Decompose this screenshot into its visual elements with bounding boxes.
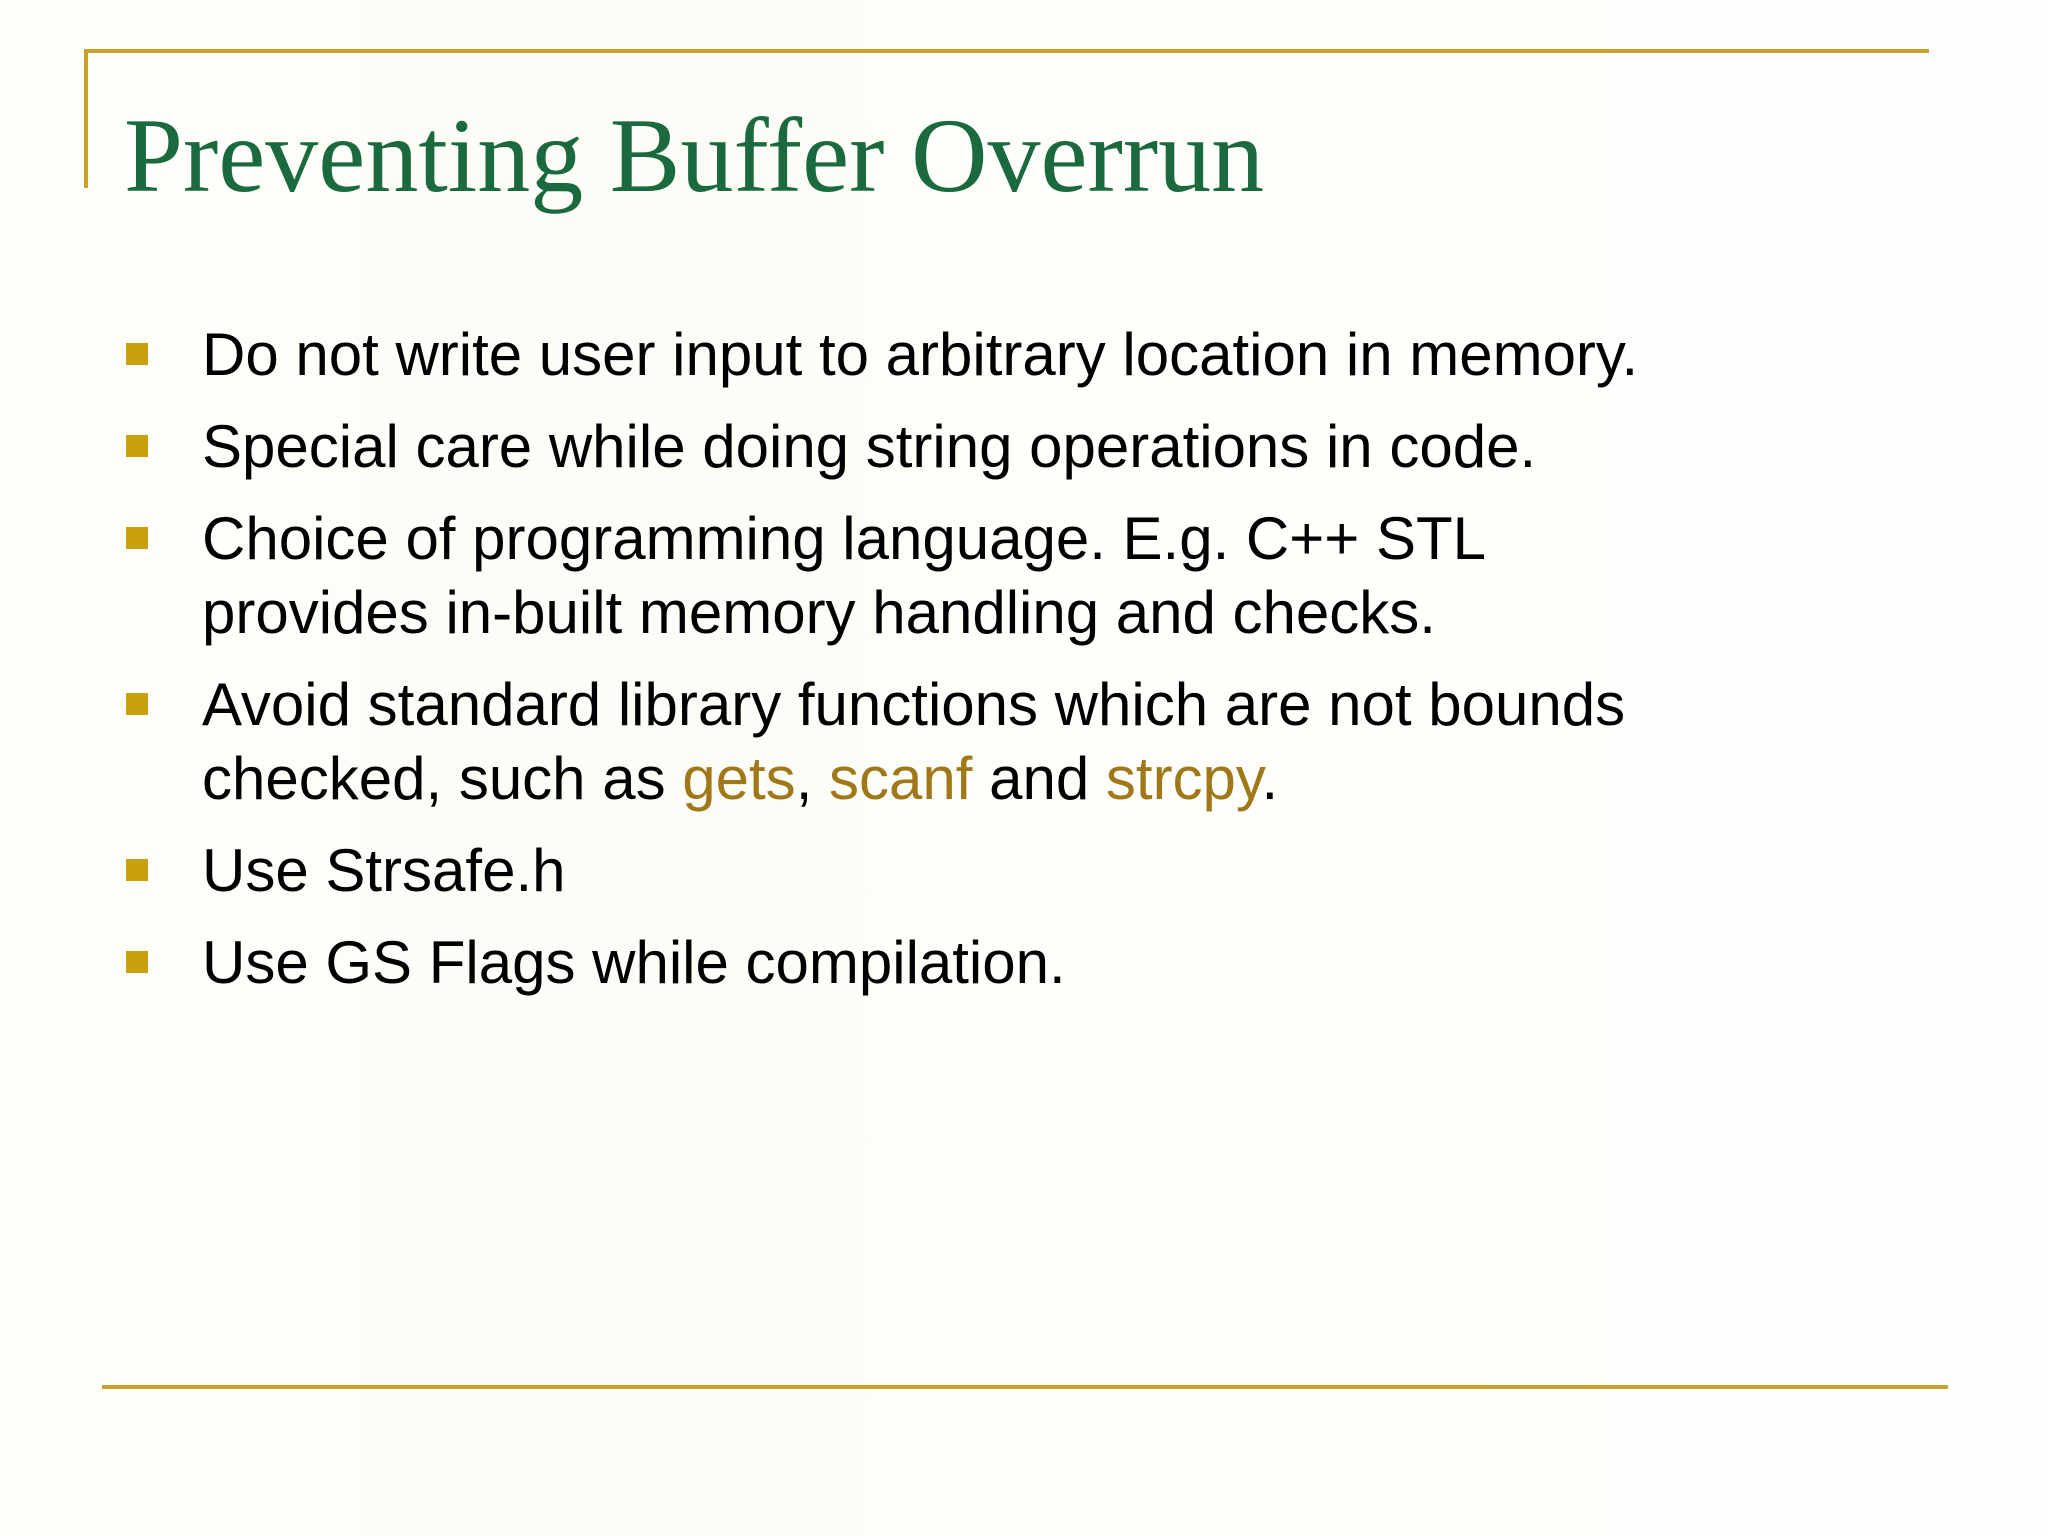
bullet-item (122, 318, 1922, 392)
square-bullet-icon (126, 435, 148, 457)
bullet-item (122, 834, 1922, 908)
bullet-text-continued (202, 742, 1922, 816)
bullet-text-prefix: checked, such as (202, 745, 683, 812)
bullet-text: Choice of programming language. E.g. C++ STL (202, 505, 1487, 572)
square-bullet-icon (126, 693, 148, 715)
separator: , (795, 745, 830, 812)
sentence-end: . (1261, 745, 1279, 812)
bullet-text: Do not write user input to arbitrary location in memory. (202, 321, 1639, 388)
keyword-strcpy: strcpy (1105, 745, 1262, 812)
frame-bottom-rule (102, 1385, 1948, 1389)
square-bullet-icon (126, 343, 148, 365)
keyword-scanf: scanf (829, 745, 973, 812)
frame-left-rule (84, 49, 88, 188)
bullet-text: Use GS Flags while compilation. (202, 929, 1066, 996)
keyword-gets: gets (682, 745, 796, 812)
square-bullet-icon (126, 951, 148, 973)
bullet-text: Special care while doing string operations in code. (202, 413, 1537, 480)
bullet-list (122, 318, 1922, 1018)
bullet-item (122, 668, 1922, 816)
bullet-item (122, 926, 1922, 1000)
bullet-text-continued: provides in-built memory handling and checks. (202, 579, 1436, 646)
separator: and (972, 745, 1106, 812)
bullet-text: Use Strsafe.h (202, 837, 566, 904)
bullet-text: Avoid standard library functions which are not bounds (202, 671, 1626, 738)
square-bullet-icon (126, 859, 148, 881)
bullet-item (122, 502, 1922, 650)
square-bullet-icon (126, 527, 148, 549)
slide-title: Preventing Buffer Overrun (124, 97, 1265, 214)
frame-top-rule (84, 49, 1929, 53)
bullet-item (122, 410, 1922, 484)
